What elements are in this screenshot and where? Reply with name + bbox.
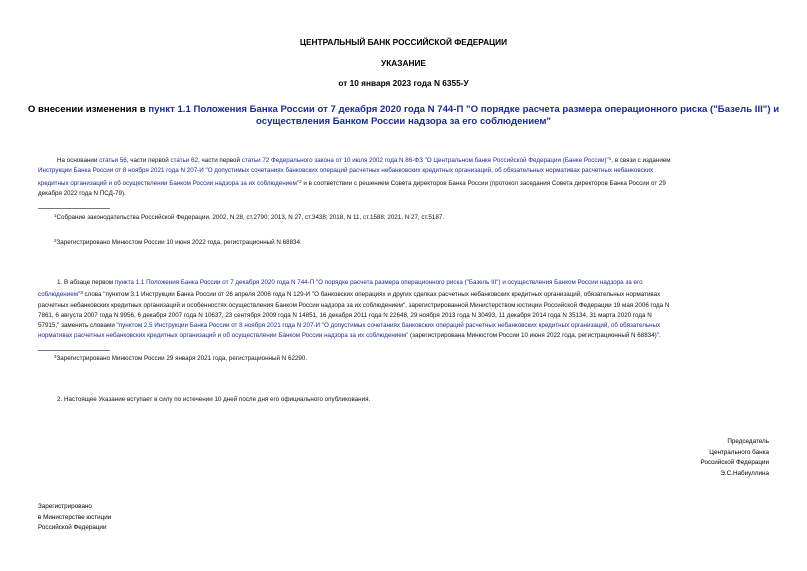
registration-line: Зарегистрировано bbox=[38, 503, 92, 510]
footnote-mark-3[interactable]: 3 bbox=[80, 290, 83, 296]
item-1-text: 57915," заменить словами " bbox=[38, 322, 119, 330]
footnote-divider bbox=[38, 350, 110, 351]
signature-block bbox=[569, 437, 769, 479]
footnote-3 bbox=[54, 352, 307, 363]
title-link[interactable]: пункт 1.1 Положения Банка России от 7 декабря 2020 года N 744-П "О порядке расчета размера операционного риска ("Базель III") и bbox=[148, 104, 780, 115]
footnote-text: Зарегистрировано Минюстом России 29 января 2021 года, регистрационный N 62290. bbox=[56, 355, 308, 362]
preamble-text: , части первой bbox=[126, 157, 171, 164]
registration-line: в Министерстве юстиции bbox=[38, 513, 112, 521]
document-title bbox=[0, 104, 807, 128]
footnote-2 bbox=[54, 236, 302, 247]
link-regulation-744p-cont[interactable]: соблюдением" bbox=[38, 291, 81, 299]
footnote-divider bbox=[38, 208, 110, 209]
footnote-mark-2[interactable]: 2 bbox=[299, 178, 302, 184]
signature-name: Э.С.Набиуллина bbox=[720, 469, 769, 477]
preamble-text: и в соответствии с решением Совета директоров Банка России (протокол заседания Совета директоров Банка России от 29 bbox=[301, 179, 666, 187]
item-1-text: (зарегистрирована Минюстом России 10 июня 2022 года, регистрационный N 68834)". bbox=[408, 332, 661, 340]
preamble-text: , части первой bbox=[198, 157, 242, 164]
registration-line: Российской Федерации bbox=[38, 524, 107, 531]
link-article-72-law[interactable]: статьи 72 Федерального закона от 10 июля 2002 года N 86-ФЗ "О Центральном банке Российской Федерации (Банке России)" bbox=[241, 157, 609, 164]
preamble-text: декабря 2022 года N ПСД-79). bbox=[38, 189, 126, 197]
item-1-text: расчетных небанковских кредитных организаций и особенностях осуществления Банком России надзора за их соблюдением", зарегистрированной Министерством юстиции Российской Федерации 19 мая 2006 года N bbox=[38, 301, 670, 309]
item-1-text: слова "пунктом 3.1 Инструкции Банка России от 26 апреля 2006 года N 129-И "О банковских операциях и других сделках расчетных небанковских кредитных организаций, обязательных нормативах bbox=[82, 291, 661, 299]
item-2: 2. Настоящее Указание вступает в силу по истечении 10 дней после дня его официального опубликования. bbox=[57, 396, 371, 403]
footnote-number: 1 bbox=[54, 213, 57, 218]
title-link-cont[interactable]: осуществления Банком России надзора за его соблюдением" bbox=[256, 116, 551, 127]
preamble-text: , в связи с изданием bbox=[611, 157, 671, 164]
footnote-mark-1[interactable]: 1 bbox=[608, 156, 612, 161]
footnote-text: Собрание законодательства Российской Федерации, 2002, N 28, ст.2790; 2013, N 27, ст.3438; 2018, N 11, ст.1588; 2021, N 27, ст.5187. bbox=[56, 214, 445, 221]
footnote-number: 2 bbox=[54, 238, 57, 243]
document-type: УКАЗАНИЕ bbox=[381, 58, 426, 68]
footnote-1 bbox=[54, 211, 444, 222]
issuer-name: ЦЕНТРАЛЬНЫЙ БАНК РОССИЙСКОЙ ФЕДЕРАЦИИ bbox=[299, 37, 508, 47]
link-article-56[interactable]: статьи 56 bbox=[99, 157, 127, 164]
link-instruction-207i[interactable]: Инструкции Банка России от 8 ноября 2021 года N 207-И "О допустимых сочетаниях банковских операций расчетных небанковских кредитных организаций, об обязательных нормативах расчетных небанковских bbox=[38, 167, 654, 175]
footnote-text: Зарегистрировано Минюстом России 10 июня 2022 года, регистрационный N 68834. bbox=[56, 239, 302, 246]
link-instruction-207i-p25-cont[interactable]: нормативах расчетных небанковских кредитных организаций и об осуществлении Банком России надзора за их соблюдением" bbox=[38, 332, 409, 340]
item-1-text: 1. В абзаце первом bbox=[57, 279, 115, 286]
preamble bbox=[38, 154, 777, 199]
signature-line: Центрального банка bbox=[709, 448, 769, 456]
signature-line: Председатель bbox=[727, 438, 769, 445]
title-prefix: О внесении изменения в bbox=[27, 104, 149, 115]
registration-block bbox=[38, 502, 111, 534]
link-article-62[interactable]: статьи 62 bbox=[170, 157, 198, 164]
preamble-text: На основании bbox=[57, 157, 100, 164]
link-instruction-207i-p25[interactable]: пунктом 2.5 Инструкции Банка России от 8 ноября 2021 года N 207-И "О допустимых сочетаниях банковских операций расчетных небанковских кредитных организаций, об обязательных bbox=[118, 322, 661, 330]
footnote-number: 3 bbox=[54, 354, 57, 359]
item-1-text: 7861, 6 августа 2007 года N 9956, 6 декабря 2007 года N 10637, 23 сентября 2009 года N 14851, 16 декабря 2011 года N 22648, 29 ноября 2013 года N 30493, 11 декабря 2014 года N 35134, 31 марта 2020 года N bbox=[38, 311, 652, 319]
signature-line: Российской Федерации bbox=[700, 459, 769, 466]
link-regulation-744p[interactable]: пункта 1.1 Положения Банка России от 7 декабря 2020 года N 744-П "О порядке расчета размера операционного риска ("Базель III") и осуществления Банком России надзора за его bbox=[114, 279, 643, 286]
document-date-number: от 10 января 2023 года N 6355-У bbox=[338, 78, 469, 88]
item-1 bbox=[38, 278, 777, 342]
link-instruction-207i-cont[interactable]: кредитных организаций и об осуществлении Банком России надзора за их соблюдением" bbox=[38, 179, 300, 187]
